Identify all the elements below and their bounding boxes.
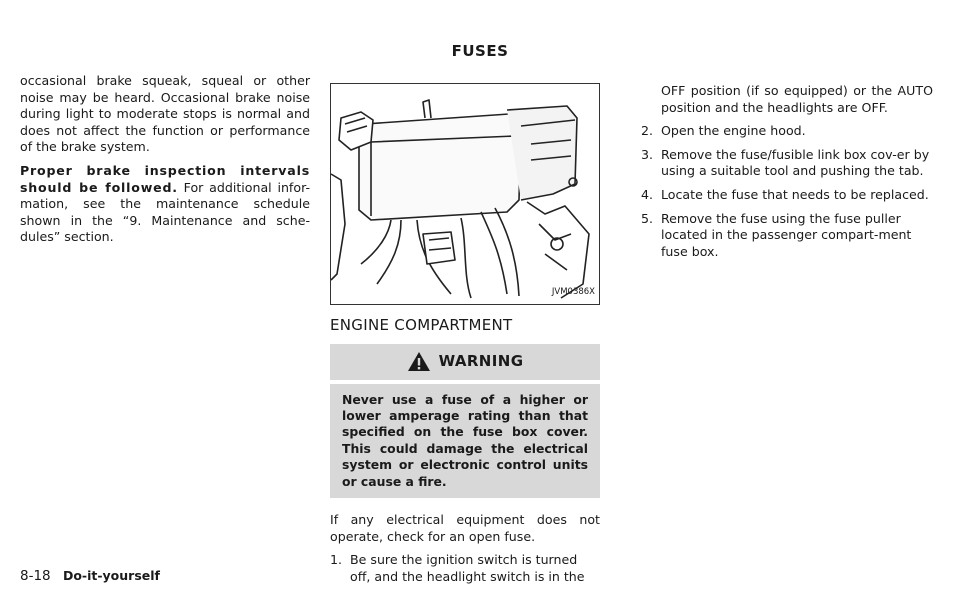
warning-header [330, 344, 600, 380]
step-item [330, 552, 600, 585]
step-item [641, 211, 933, 261]
step-number: 4. [641, 186, 654, 202]
step-text: Remove the fuse/fusible link box cov-er by using a suitable tool and pushing the tab. [661, 146, 930, 179]
step-number: 2. [641, 123, 654, 139]
step-item [641, 147, 933, 180]
inspection-text: For additional infor-mation, see the maintenance schedule shown in the “9. Maintenance and sche-dules” section. [20, 179, 310, 245]
steps-list-start [330, 552, 600, 585]
steps-list [641, 123, 933, 260]
step-item [641, 123, 933, 140]
step1-continuation: OFF position (if so equipped) or the AUTO position and the headlights are OFF. [661, 83, 933, 115]
inspection-paragraph [20, 163, 310, 246]
step-text: Be sure the ignition switch is turned off, and the headlight switch is in the [350, 552, 585, 584]
engine-compartment-heading: ENGINE COMPARTMENT [330, 316, 513, 334]
brake-noise-paragraph: occasional brake squeak, squeal or other noise may be heard. Occasional brake noise during light to moderate stops is normal and does not affect the function or performance of the brake system. [20, 73, 310, 155]
step-number: 1. [330, 552, 343, 568]
footer-section: Do-it-yourself [62, 568, 160, 583]
page-number: 8-18 [20, 568, 51, 584]
figure-caption: JVM0386X [551, 287, 595, 298]
step-text: Locate the fuse that needs to be replaced. [661, 186, 929, 202]
warning-text: Never use a fuse of a higher or lower amperage rating than that specified on the fuse box cover. This could damage the electrical system or electronic control units or cause a fire. [330, 384, 600, 498]
middle-column [330, 83, 600, 592]
page-footer [20, 568, 160, 584]
right-column [641, 83, 933, 267]
warning-triangle-icon [407, 351, 431, 372]
section-title: FUSES [451, 42, 509, 60]
warning-title: WARNING [438, 352, 524, 371]
engine-illustration [331, 84, 599, 304]
left-column [20, 73, 310, 253]
step-number: 5. [641, 210, 654, 226]
engine-compartment-figure [330, 83, 600, 305]
step-number: 3. [641, 146, 654, 162]
step-item [641, 187, 933, 204]
inspection-lead: Proper brake inspection intervals should be followed. [20, 162, 310, 195]
step-text: Remove the fuse using the fuse puller located in the passenger compart-ment fuse box. [661, 210, 912, 259]
step-text: Open the engine hood. [661, 123, 806, 139]
open-fuse-paragraph: If any electrical equipment does not operate, check for an open fuse. [330, 512, 600, 544]
